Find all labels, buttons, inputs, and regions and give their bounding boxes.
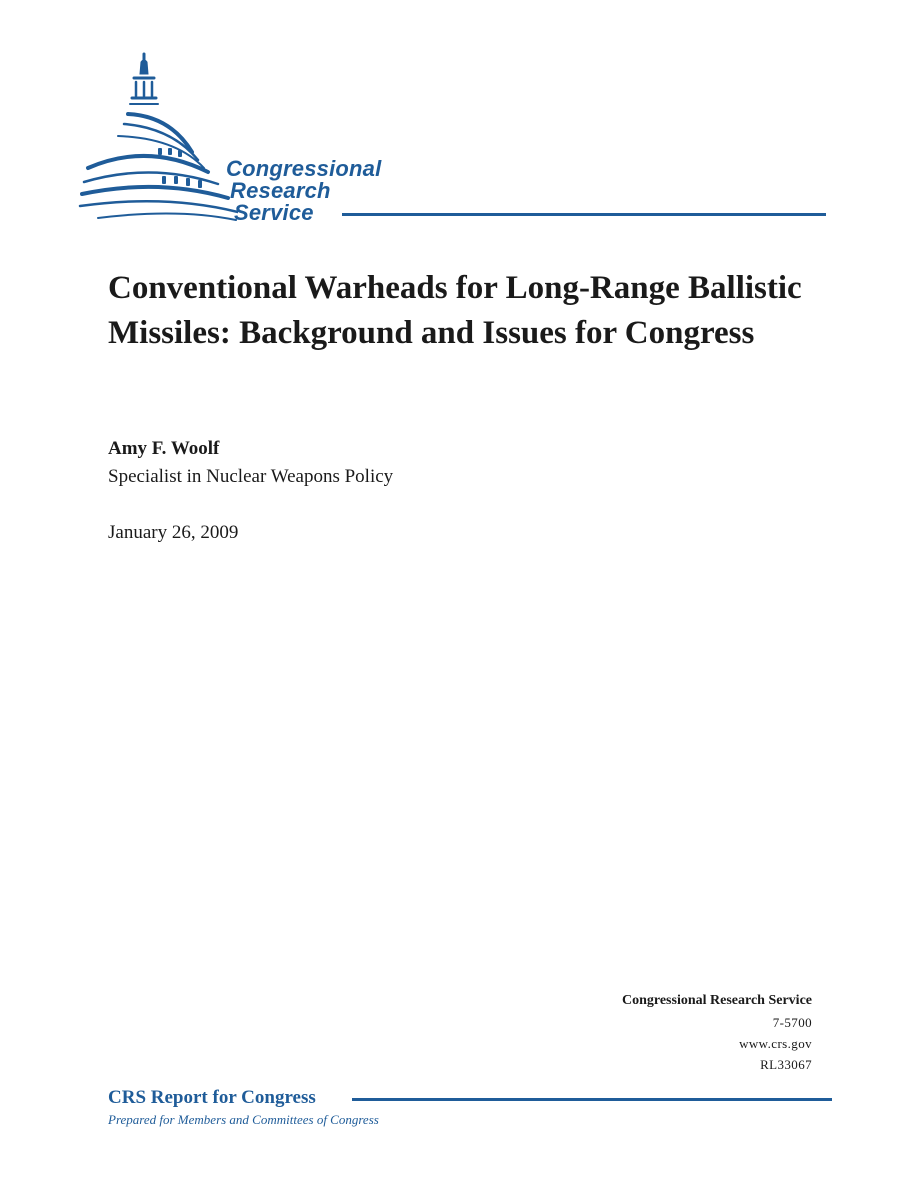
logo-line-2: Research	[230, 178, 331, 203]
report-title: Conventional Warheads for Long-Range Ballistic Missiles: Background and Issues for Congress	[108, 270, 802, 351]
crs-phone: 7-5700	[772, 1015, 812, 1030]
logo-rule	[342, 213, 826, 216]
report-banner-title: CRS Report for Congress	[108, 1086, 320, 1110]
report-banner-rule	[352, 1098, 832, 1101]
author-role: Specialist in Nuclear Weapons Policy	[108, 466, 394, 487]
report-banner	[108, 1086, 832, 1112]
crs-info-block	[622, 990, 812, 1075]
logo-line-3: Service	[234, 200, 314, 225]
author-name: Amy F. Woolf	[108, 438, 220, 459]
report-date: January 26, 2009	[108, 522, 239, 543]
logo-line-1: Congressional	[226, 156, 382, 181]
crs-name: Congressional Research Service	[621, 993, 812, 1008]
crs-logo	[78, 52, 838, 232]
report-banner-subtitle: Prepared for Members and Committees of Congress	[108, 1112, 379, 1127]
capitol-dome-icon	[78, 52, 238, 222]
crs-website[interactable]: www.crs.gov	[739, 1036, 812, 1051]
crs-report-number: RL33067	[760, 1057, 812, 1072]
